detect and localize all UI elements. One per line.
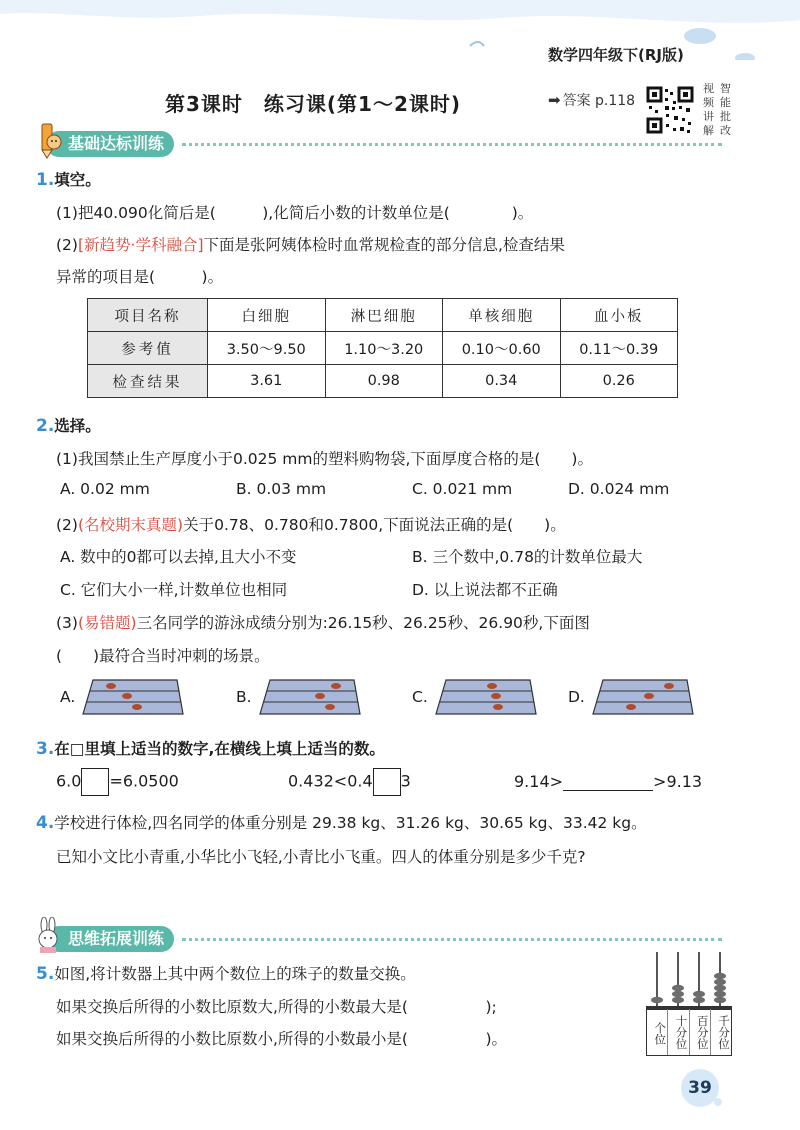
table-header-cell: 淋巴细胞	[325, 299, 443, 332]
side-note-char: 解	[703, 124, 714, 137]
page-number-badge	[680, 1068, 724, 1112]
q5-text-line2: 如果交换后所得的小数比原数大,所得的小数最大是( );	[56, 998, 497, 1016]
q3-item-b	[288, 768, 411, 796]
swimming-pool-image	[81, 676, 185, 718]
page-number: 39	[688, 1078, 712, 1098]
part-prefix: (2)	[56, 236, 78, 254]
table-cell: 0.11～0.39	[560, 332, 678, 365]
table-row	[88, 332, 678, 365]
table-header-row	[88, 299, 678, 332]
table-cell: 3.50～9.50	[208, 332, 326, 365]
dotted-divider	[182, 143, 722, 146]
side-note-char: 讲	[703, 110, 714, 123]
option-label: B.	[236, 688, 252, 706]
q4-text-line1	[36, 811, 647, 833]
q2-part3-cont: ( )最符合当时冲刺的场景。	[56, 647, 270, 665]
table-header-cell: 白细胞	[208, 299, 326, 332]
q2-part1: (1)我国禁止生产厚度小于0.025 mm的塑料购物袋,下面厚度合格的是( )。	[56, 450, 593, 468]
q2-part3	[56, 611, 590, 633]
abacus-label: 个位	[647, 1009, 668, 1055]
answer-reference	[548, 90, 635, 110]
expr-right: >9.13	[653, 772, 703, 791]
q1-part1: (1)把40.090化简后是( ),化简后小数的计数单位是( )。	[56, 204, 534, 222]
side-note-char: 频	[703, 96, 714, 109]
question-title: 填空。	[54, 171, 101, 189]
section-title: 基础达标训练	[46, 131, 174, 157]
question-number: 5.	[36, 964, 55, 984]
side-note-char: 视	[703, 82, 714, 95]
lesson-title: 第3课时 练习课(第1～2课时)	[165, 92, 462, 116]
part-prefix: (2)	[56, 516, 78, 534]
q2-p2-option-b[interactable]: B. 三个数中,0.78的计数单位最大	[412, 548, 643, 566]
part-text: 下面是张阿姨体检时血常规检查的部分信息,检查结果	[203, 236, 565, 254]
table-header-cell: 单核细胞	[443, 299, 561, 332]
table-row-label: 检查结果	[88, 365, 208, 398]
q2-p2-option-d[interactable]: D. 以上说法都不正确	[412, 581, 558, 599]
q3-heading	[36, 737, 385, 759]
counting-frame	[646, 952, 732, 1056]
q2-heading	[36, 414, 101, 436]
abacus-label: 百分位	[690, 1009, 711, 1055]
table-cell: 0.98	[325, 365, 443, 398]
answer-box[interactable]	[373, 768, 401, 796]
q3-item-c	[514, 772, 702, 791]
answer-box[interactable]	[81, 768, 109, 796]
part-text: 关于0.78、0.780和0.7800,下面说法正确的是( )。	[183, 516, 566, 534]
red-tag: [新趋势·学科融合]	[77, 236, 204, 254]
table-cell: 0.34	[443, 365, 561, 398]
section-title: 思维拓展训练	[46, 926, 174, 952]
side-note-char: 智	[720, 82, 731, 95]
dotted-divider	[182, 938, 722, 941]
q1-heading	[36, 168, 101, 190]
swimming-pool-image	[258, 676, 362, 718]
question-title: 选择。	[54, 417, 101, 435]
table-cell: 1.10～3.20	[325, 332, 443, 365]
expr-right: =6.0500	[109, 771, 179, 791]
expr-left: 6.0	[56, 771, 82, 791]
q4-text-line2: 已知小文比小青重,小华比小飞轻,小青比小飞重。四人的体重分别是多少千克?	[56, 848, 586, 866]
red-tag: (易错题)	[77, 614, 137, 632]
q2-p1-option-d[interactable]: D. 0.024 mm	[568, 480, 670, 498]
question-number: 4.	[36, 813, 55, 833]
qr-code-icon[interactable]	[646, 86, 694, 134]
part-text: 三名同学的游泳成绩分别为:26.15秒、26.25秒、26.90秒,下面图	[136, 614, 590, 632]
expr-left: 9.14>	[514, 772, 564, 791]
q5-text-line1	[36, 962, 416, 984]
side-note-char: 改	[720, 124, 731, 137]
abacus-label: 十分位	[668, 1009, 689, 1055]
abacus-label: 千分位	[717, 1014, 731, 1050]
question-number: 2.	[36, 416, 55, 436]
abacus-rods-image	[646, 952, 732, 1012]
q2-p1-option-a[interactable]: A. 0.02 mm	[60, 480, 150, 498]
section-banner-basic	[46, 130, 722, 158]
abacus-label-box	[646, 1008, 732, 1056]
bunny-mascot-icon	[32, 917, 66, 955]
table-cell: 0.10～0.60	[443, 332, 561, 365]
table-row	[88, 365, 678, 398]
q3-item-a	[56, 768, 179, 796]
table-header-cell: 项目名称	[88, 299, 208, 332]
swimming-pool-image	[591, 676, 695, 718]
q2-p3-option-b[interactable]	[236, 676, 362, 718]
q2-part2	[56, 513, 566, 535]
q2-p3-option-d[interactable]	[568, 676, 695, 718]
table-row-label: 参考值	[88, 332, 208, 365]
table-cell: 0.26	[560, 365, 678, 398]
expr-left: 0.432<0.4	[288, 771, 373, 791]
red-tag: (名校期末真题)	[77, 516, 184, 534]
answer-blank[interactable]	[563, 773, 653, 791]
side-note-char: 批	[720, 110, 731, 123]
q1-part2	[56, 233, 565, 255]
question-text: 如图,将计数器上其中两个数位上的珠子的数量交换。	[54, 965, 416, 983]
question-title: 在□里填上适当的数字,在横线上填上适当的数。	[54, 740, 385, 758]
table-header-cell: 血小板	[560, 299, 678, 332]
book-tag: 数学四年级下(RJ版)	[548, 46, 684, 64]
question-number: 1.	[36, 170, 55, 190]
q1-part2-cont: 异常的项目是( )。	[56, 268, 224, 286]
q2-p1-option-b[interactable]: B. 0.03 mm	[236, 480, 327, 498]
option-label: A.	[60, 688, 76, 706]
side-note-char: 能	[720, 96, 731, 109]
part-prefix: (3)	[56, 614, 78, 632]
q2-p3-option-c[interactable]	[412, 676, 538, 718]
q2-p1-option-c[interactable]: C. 0.021 mm	[412, 480, 513, 498]
q2-p2-option-a[interactable]: A. 数中的0都可以去掉,且大小不变	[60, 548, 297, 566]
q2-p2-option-c[interactable]: C. 它们大小一样,计数单位也相同	[60, 581, 288, 599]
arrow-right-icon: ➡	[548, 91, 561, 109]
swimming-pool-image	[434, 676, 538, 718]
q5-text-line3: 如果交换后所得的小数比原数小,所得的小数最小是( )。	[56, 1030, 508, 1048]
section-banner-extend	[46, 925, 722, 953]
expr-right: 3	[400, 771, 411, 791]
answer-ref-text: 答案 p.118	[562, 93, 636, 109]
option-label: D.	[568, 688, 585, 706]
table-cell: 3.61	[208, 365, 326, 398]
question-text: 学校进行体检,四名同学的体重分别是 29.38 kg、31.26 kg、30.65 kg、33.42 kg。	[54, 814, 647, 832]
blood-test-table	[87, 298, 678, 398]
pencil-mascot-icon	[32, 122, 66, 160]
question-number: 3.	[36, 739, 55, 759]
q2-p3-option-a[interactable]	[60, 676, 185, 718]
option-label: C.	[412, 688, 428, 706]
